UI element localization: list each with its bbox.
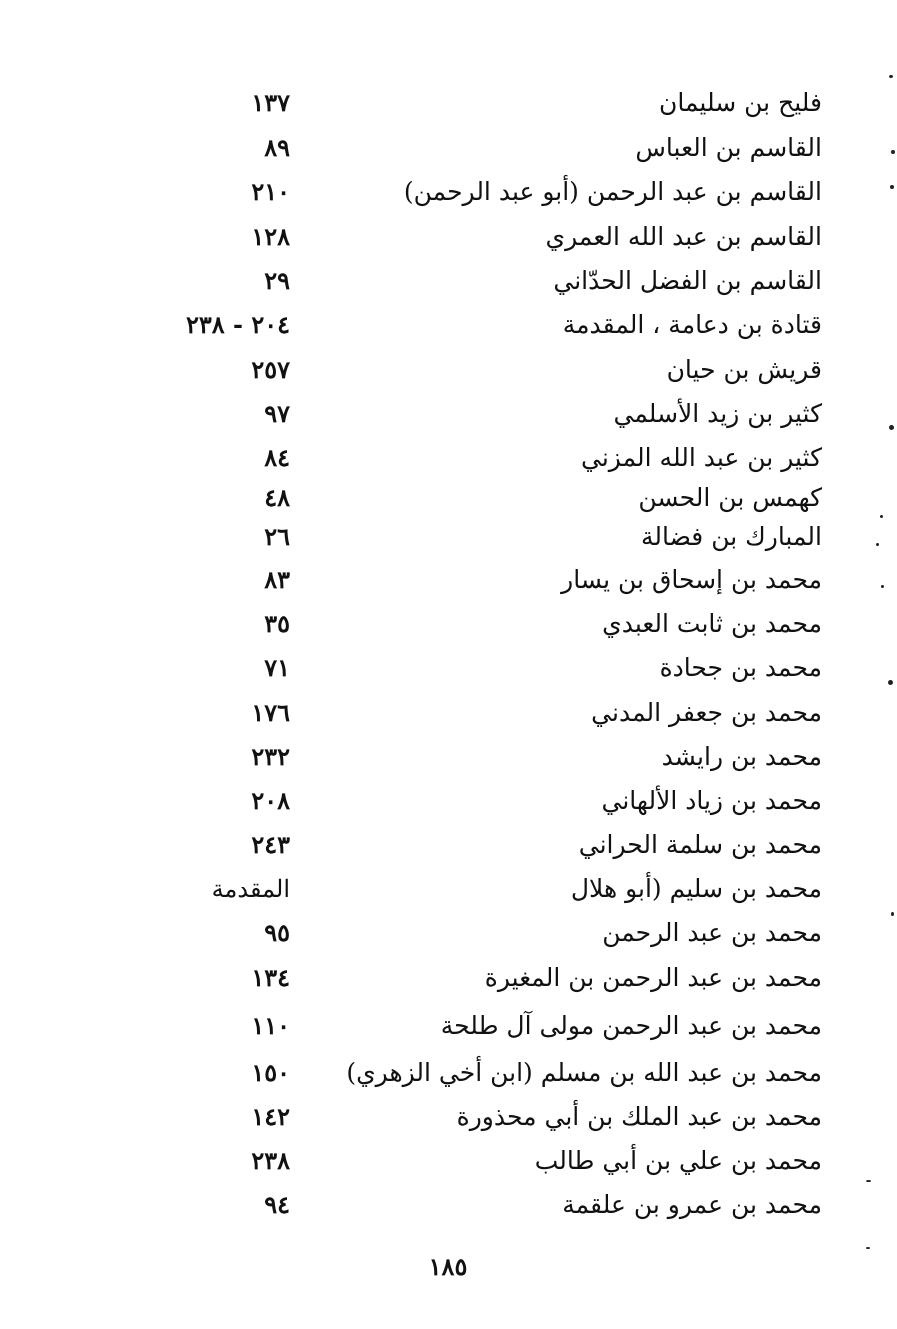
index-row [0,560,897,600]
page-number: ١٨٥ [428,1252,468,1281]
entry-name: قريش بن حيان [666,355,822,384]
index-row [0,1097,897,1137]
entry-page-ref: ٩٧ [264,399,290,428]
entry-page-ref: ٢٠٨ [251,786,290,815]
entry-page-ref: المقدمة [211,875,290,903]
index-row [0,1053,897,1093]
entry-page-ref: ١٣٧ [251,88,290,117]
index-row [0,1141,897,1181]
index-row [0,958,897,998]
scan-speck [880,515,883,518]
index-row [0,517,897,557]
index-row [0,305,897,345]
entry-page-ref: ٨٩ [264,133,290,162]
index-row [0,478,897,518]
index-row [0,217,897,257]
index-row [0,438,897,478]
entry-page-ref: ١٢٨ [251,222,290,251]
entry-name: القاسم بن عبد الله العمري [545,222,822,251]
entry-page-ref: ٧١ [264,653,290,682]
scan-speck [866,1180,871,1182]
index-row [0,172,897,212]
scan-speck [891,912,894,916]
index-row [0,350,897,390]
entry-page-ref: ٢٣٢ [251,742,290,771]
entry-page-ref: ٨٤ [264,443,290,472]
entry-page-ref: ٢١٠ [251,177,290,206]
entry-page-ref: ٤٨ [264,483,290,512]
index-row [0,648,897,688]
entry-page-ref: ٢٣٨ [251,1146,290,1175]
entry-page-ref: ١٧٦ [251,698,290,727]
scan-speck [890,185,894,189]
entry-name: قتادة بن دعامة ، المقدمة [562,310,822,339]
entry-page-ref: ١٤٢ [251,1102,290,1131]
entry-page-ref: ٨٣ [264,565,290,594]
entry-page-ref: ١٥٠ [251,1058,290,1087]
entry-name: محمد بن سليم (أبو هلال [570,874,822,903]
scan-speck [876,543,879,546]
entry-page-ref: ٢٩ [264,266,290,295]
entry-name: المبارك بن فضالة [640,522,822,551]
entry-name: كهمس بن الحسن [638,483,822,512]
index-row [0,261,897,301]
entry-name: محمد بن جعفر المدني [591,698,822,727]
entry-name: القاسم بن العباس [635,133,822,162]
entry-name: محمد بن إسحاق بن يسار [561,565,822,594]
index-row [0,83,897,123]
entry-name: كثير بن عبد الله المزني [581,443,822,472]
entry-page-ref: ٩٥ [264,918,290,947]
index-row [0,394,897,434]
entry-page-ref: ٢٦ [264,522,290,551]
entry-name: محمد بن عبد الرحمن مولى آل طلحة [440,1011,822,1040]
entry-name: محمد بن عبد الرحمن [602,918,822,947]
entry-page-ref: ١٣٤ [251,963,290,992]
entry-name: محمد بن سلمة الحراني [578,830,822,859]
entry-page-ref: ١١٠ [251,1011,290,1040]
entry-name: محمد بن عبد الله بن مسلم (ابن أخي الزهري) [346,1058,822,1087]
index-row [0,1185,897,1225]
entry-name: القاسم بن عبد الرحمن (أبو عبد الرحمن) [403,177,822,206]
scan-speck [889,75,893,78]
index-row [0,869,897,909]
entry-name: القاسم بن الفضل الحدّاني [553,266,822,295]
scan-speck [889,425,894,430]
entry-name: محمد بن ثابت العبدي [602,609,822,638]
entry-name: فليح بن سليمان [659,88,822,117]
entry-name: محمد بن رايشد [661,742,822,771]
entry-page-ref: ٢٤٣ [251,830,290,859]
index-row [0,913,897,953]
index-row [0,128,897,168]
entry-name: محمد بن جحادة [659,653,822,682]
scan-speck [881,585,884,588]
scan-speck [891,150,895,154]
entry-name: محمد بن علي بن أبي طالب [534,1146,822,1175]
index-row [0,604,897,644]
scan-speck [866,1247,870,1249]
entry-page-ref: ٩٤ [264,1190,290,1219]
entry-name: محمد بن عبد الملك بن أبي محذورة [456,1102,822,1131]
index-row [0,825,897,865]
entry-page-ref: ٢٥٧ [251,355,290,384]
index-row [0,1006,897,1046]
scan-speck [888,680,893,685]
entry-name: محمد بن عبد الرحمن بن المغيرة [484,963,822,992]
index-row [0,737,897,777]
entry-page-ref: ٢٠٤ - ٢٣٨ [185,310,290,339]
entry-name: محمد بن عمرو بن علقمة [562,1190,822,1219]
entry-page-ref: ٣٥ [264,609,290,638]
index-row [0,781,897,821]
entry-name: محمد بن زياد الألهاني [601,786,822,815]
entry-name: كثير بن زيد الأسلمي [613,399,822,428]
index-row [0,693,897,733]
